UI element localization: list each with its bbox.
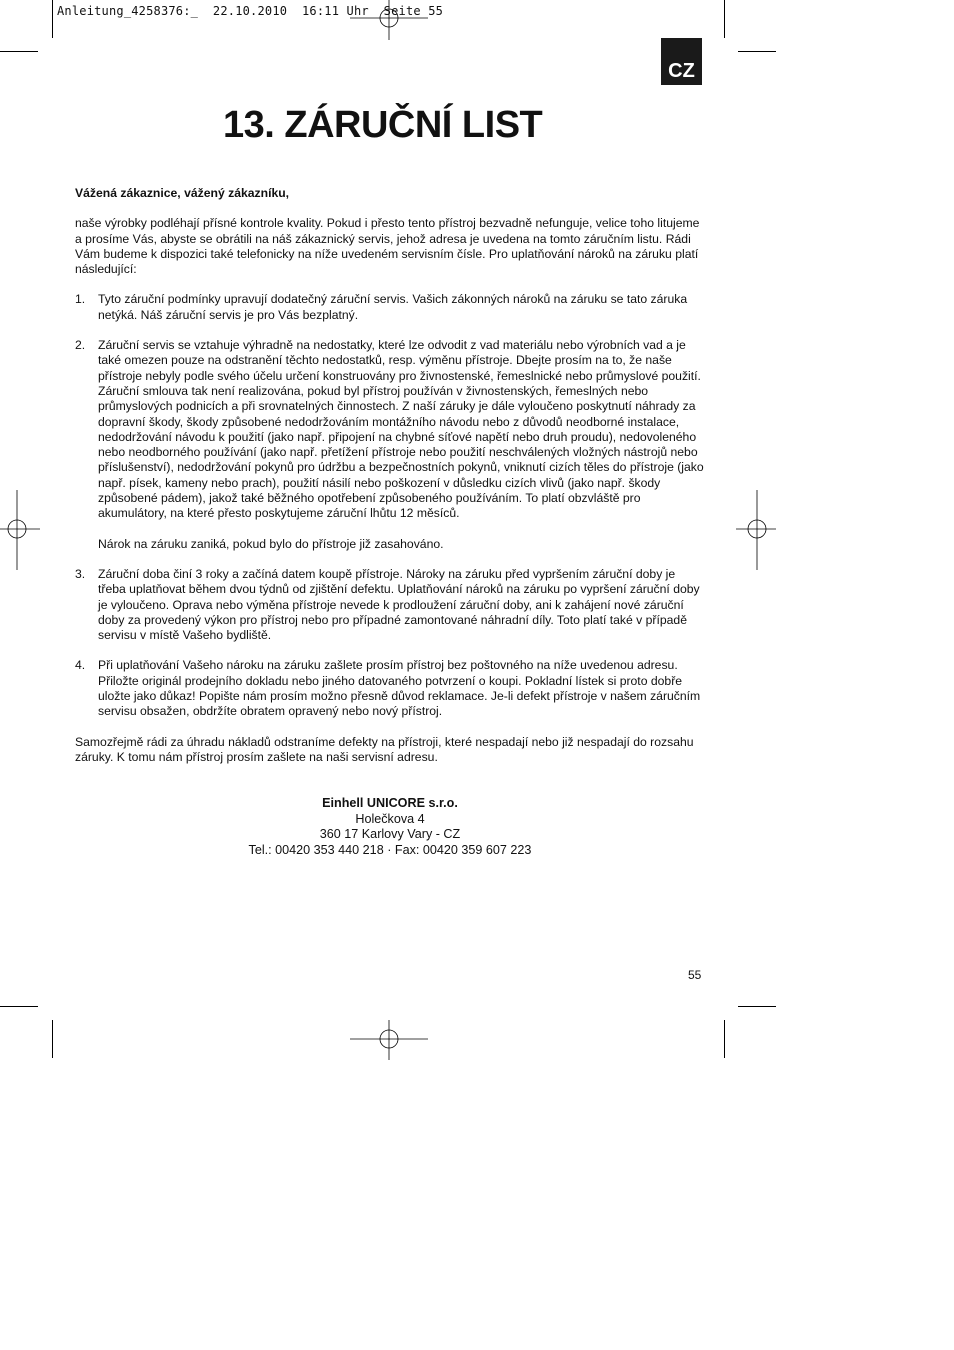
crop-mark [0,1006,38,1007]
warranty-terms-list [75,292,705,719]
list-item-text: Záruční servis se vztahuje výhradně na nedostatky, které lze odvodit z vad materiálu nebo výrobních vad a je také omezen pouze na odstranění těchto nedostatků, resp. výměnu přístroje. Dbejte prosím na to, že naše přístroje nebyly podle svého účelu určení konstruovány pro živnostenské, řemeslnické nebo průmyslové použití. Záruční smlouva tak není realizována, pokud byl přístroj používán v živnostenských, řemeslných nebo průmyslových podnicích a při srovnatelných činnostech. Z naší záruky je dále vyloučeno poskytnutí náhrady za dopravní škody, škody způsobené nedodržováním montážního návodu nebo z důvodů neodborné instalace, nedodržování návodu k použití (jako např. připojení na chybné síťové napětí nebo druh proudu), nedovoleného nebo neodborného používání (jako např. přetížení přístroje nebo použití neschválených vložných nástrojů nebo příslušenství), nedodržování pokynů pro údržbu a bezpečnostních pokynů, vniknutí cizích těles do přístroje (jako např. písek, kameny nebo prach), použití násilí nebo poškození v důsledku cizích vlivů (jako např. škody způsobené pádem), jakož také běžného opotřebení způsobeného používáním. To platí obzvláště pro akumulátory, na které přesto poskytujeme záruční lhůtu 12 měsíců. [98,338,704,521]
closing-paragraph: Samozřejmě rádi za úhradu nákladů odstraníme defekty na přístroji, které nespadají nebo již nespadají do rozsahu záruky. K tomu nám přístroj prosím zašlete na naši servisní adresu. [75,734,694,764]
salutation: Vážená zákaznice, vážený zákazníku, [75,186,290,200]
crop-mark [738,51,776,52]
list-item-text: Tyto záruční podmínky upravují dodatečný záruční servis. Vašich zákonných nároků na záruku se tato záruka netýká. Náš záruční servis je pro Vás bezplatný. [98,292,688,322]
registration-mark-right [736,490,776,570]
crop-mark [724,0,725,38]
address-company: Einhell UNICORE s.r.o. [322,796,458,811]
list-item-text: Nárok na záruku zaniká, pokud bylo do přístroje již zasahováno. [98,536,444,551]
print-slug: Anleitung_4258376:_ 22.10.2010 16:11 Uhr Seite 55 [57,4,444,18]
page-title: 13. ZÁRUČNÍ LIST [223,104,543,146]
service-address [75,796,705,858]
list-item [75,292,705,323]
crop-mark [724,1020,725,1058]
address-city: 360 17 Karlovy Vary - CZ [319,827,461,842]
list-item-number: 1. [75,292,86,307]
address-street: Holečkova 4 [355,811,425,826]
list-item-number: 2. [75,338,86,353]
address-contact: Tel.: 00420 353 440 218 · Fax: 00420 359 607 223 [248,842,532,857]
crop-mark [52,1020,53,1058]
list-item [75,567,705,643]
crop-mark [0,51,38,52]
list-item [75,338,705,552]
list-item-text: Při uplatňování Vašeho nároku na záruku zašlete prosím přístroj bez poštovného na níže uvedenou adresu. Přiložte originál prodejního dokladu nebo jiného datovaného potvrzení o koupi. Pokladní lístek si proto dobře uložte jako důkaz! Popište nám prosím možno přesně důvod reklamace. Je-li defekt přístroje v našem záručním servisu obsažen, obdržíte obratem opravený nebo nový přístroj. [98,658,701,719]
crop-mark [738,1006,776,1007]
list-item [75,658,705,719]
page-number: 55 [688,968,702,982]
registration-mark-left [0,490,40,570]
intro-paragraph: naše výrobky podléhají přísné kontrole kvality. Pokud i přesto tento přístroj bezvadně nefunguje, velice toho litujeme a prosíme Vás, abyste se obrátili na náš zákaznický servis, jehož adresa je uvedena na tomto záručním listu. Rádi Vám budeme k dispozici také telefonicky na níže uvedeném servisním čísle. Pro uplatňování nároků na záruku platí následující: [75,216,700,277]
language-badge: CZ [661,38,702,85]
list-item-number: 4. [75,658,86,673]
warranty-content [75,186,705,859]
registration-mark-bottom [350,1020,428,1060]
list-item-text: Záruční doba činí 3 roky a začíná datem koupě přístroje. Nároky na záruku před vypršením záruční doby je třeba uplatňovat během dvou týdnů od zjištění defektu. Uplatňování nároků na záruku po vypršení záruční doby je vyloučeno. Oprava nebo výměna přístroje nevede k prodloužení záruční doby, ani k zahájení nové záruční doby za provedený výkon pro přístroj nebo pro případné zamontované náhradní díly. Toto platí také v případě servisu v místě Vašeho bydliště. [98,566,700,643]
crop-mark [52,0,53,38]
registration-mark-top [350,0,428,40]
list-item-number: 3. [75,566,86,581]
